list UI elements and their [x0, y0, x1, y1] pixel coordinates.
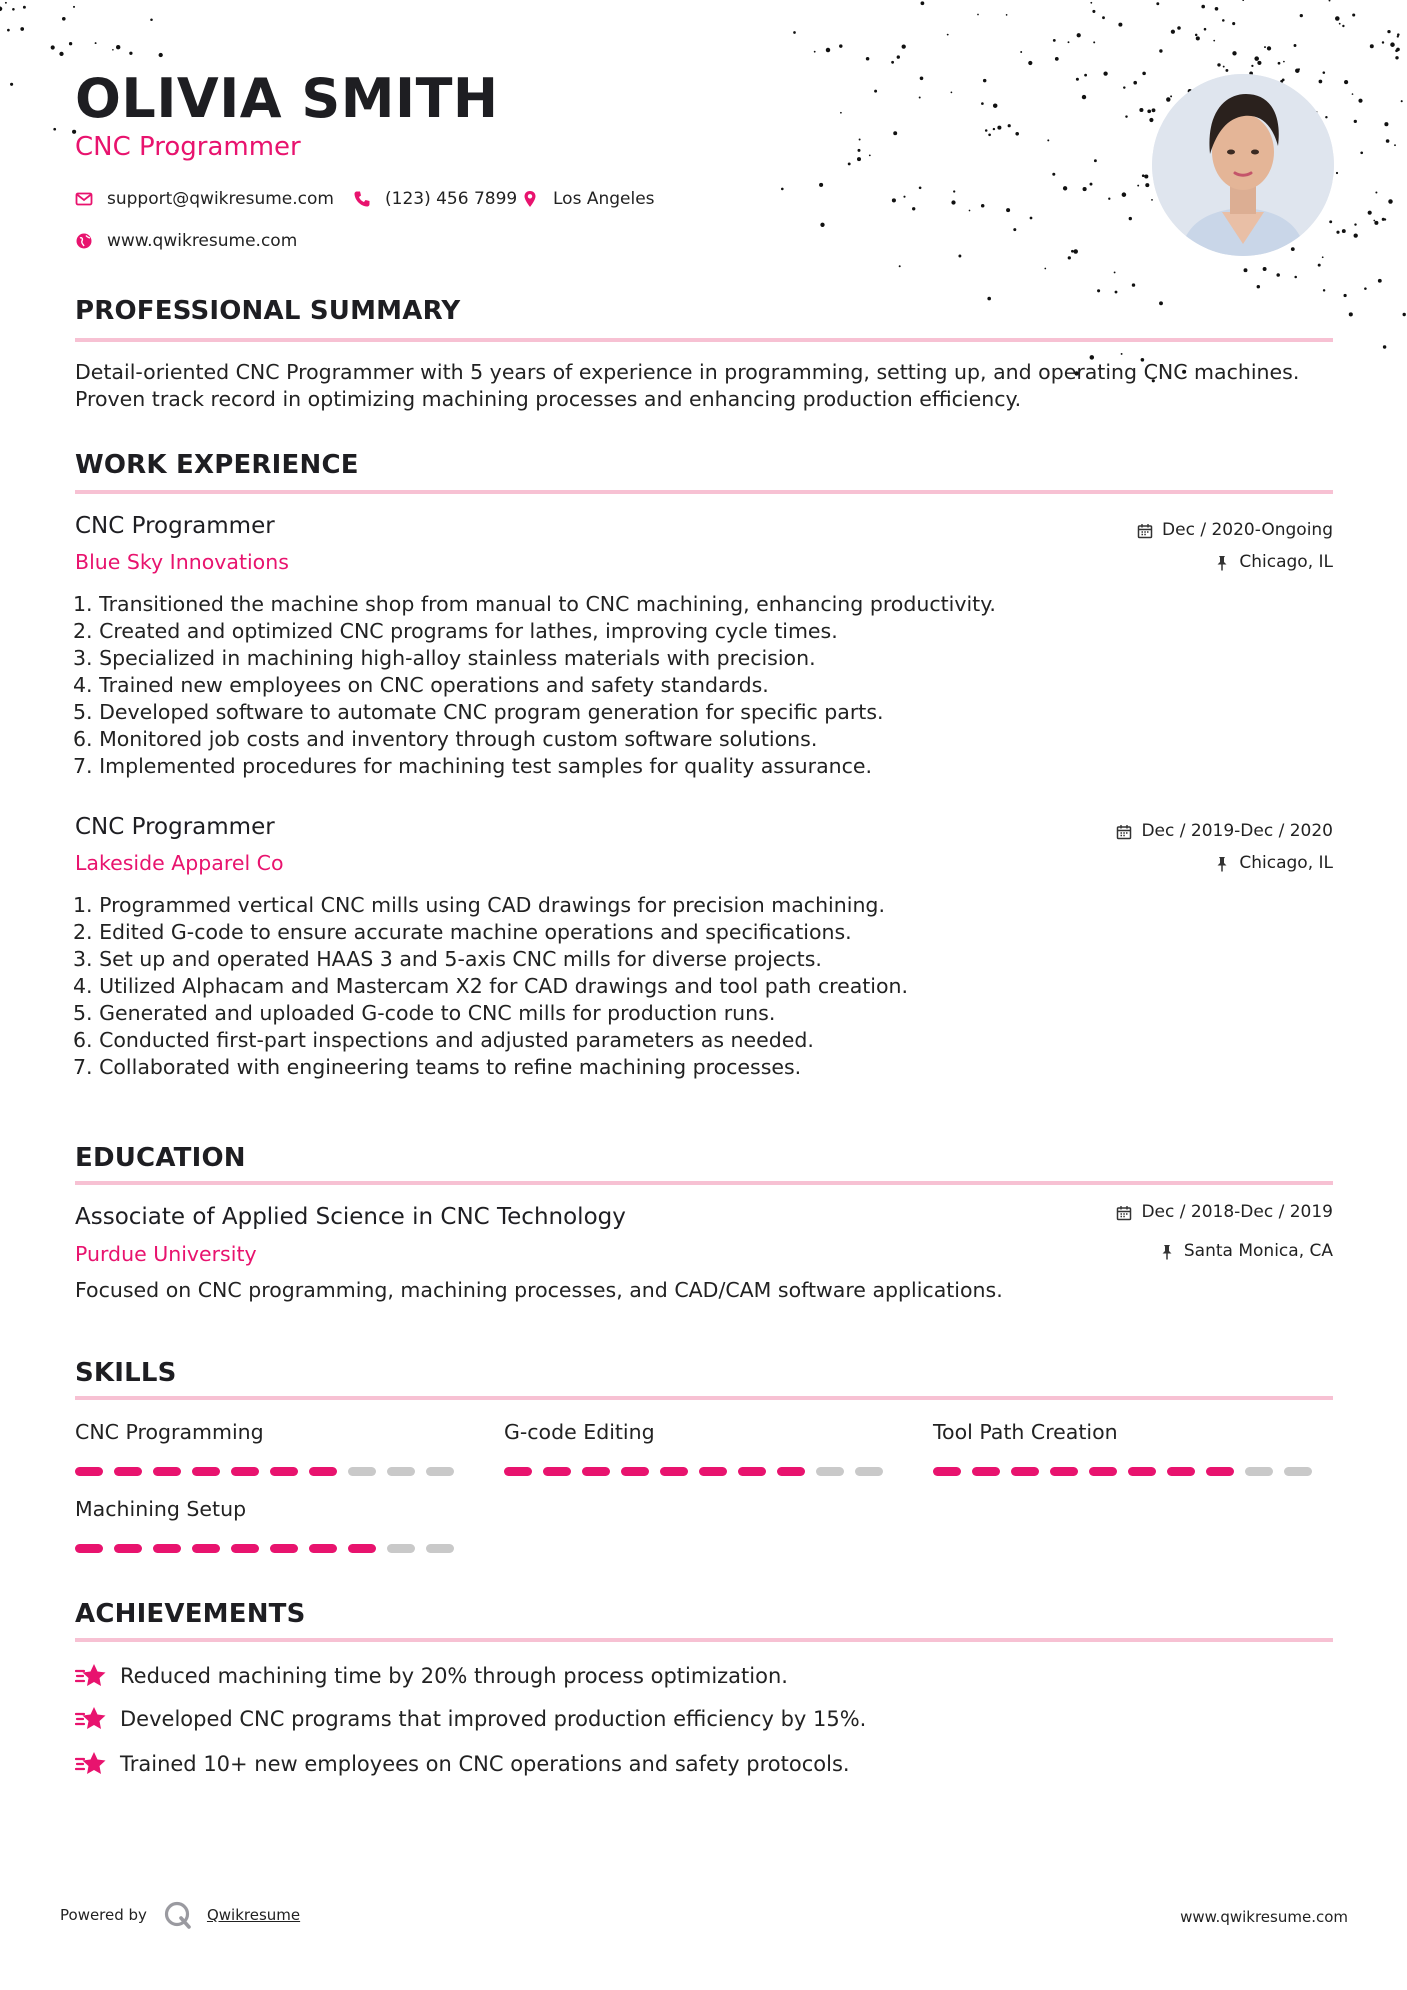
skill-level-segment	[660, 1467, 688, 1476]
list-item: 6. Monitored job costs and inventory through custom software solutions.	[73, 727, 818, 751]
skill-level-segment	[582, 1467, 610, 1476]
achievement-text: Developed CNC programs that improved production efficiency by 15%.	[120, 1706, 867, 1731]
job-title: CNC Programmer	[75, 814, 275, 840]
summary-line: Detail-oriented CNC Programmer with 5 years of experience in programming, setting up, and operating CNC machines.	[75, 360, 1300, 384]
skill-level-segment	[231, 1544, 259, 1553]
skill-level-segment	[75, 1467, 103, 1476]
section-title-achievements: ACHIEVEMENTS	[75, 1599, 306, 1629]
job-bullets	[73, 591, 996, 780]
education-description: Focused on CNC programming, machining processes, and CAD/CAM software applications.	[75, 1278, 1003, 1302]
education-location	[1159, 1243, 1333, 1260]
summary-text	[75, 359, 1299, 413]
section-title-education: EDUCATION	[75, 1143, 246, 1173]
company-name: Lakeside Apparel Co	[75, 851, 284, 875]
skill-level-segment	[114, 1467, 142, 1476]
job-location	[1214, 855, 1333, 872]
list-item: 2. Created and optimized CNC programs for lathes, improving cycle times.	[73, 619, 838, 643]
contact-location	[521, 189, 655, 209]
skill-level-segment	[309, 1544, 337, 1553]
skill-level-segment	[192, 1544, 220, 1553]
summary-line: Proven track record in optimizing machining processes and enhancing production efficiency.	[75, 387, 1022, 411]
achievement-item	[75, 1750, 850, 1778]
skill-level-segment	[1284, 1467, 1312, 1476]
powered-by-label: Powered by	[60, 1906, 147, 1924]
contact-email[interactable]	[75, 189, 334, 209]
skill-level-segment	[933, 1467, 961, 1476]
footer-website[interactable]: www.qwikresume.com	[1180, 1908, 1348, 1926]
company-name: Blue Sky Innovations	[75, 550, 289, 574]
job-dates	[1137, 522, 1333, 539]
school-name: Purdue University	[75, 1242, 257, 1266]
skill-level-segment	[855, 1467, 883, 1476]
phone-icon	[353, 190, 371, 208]
website-text: www.qwikresume.com	[107, 231, 298, 251]
skill-level-bar	[75, 1467, 465, 1476]
skill-level-bar	[933, 1467, 1323, 1476]
location-text: Chicago, IL	[1239, 853, 1333, 873]
phone-text: (123) 456 7899	[385, 189, 518, 209]
job-bullets	[73, 892, 908, 1081]
list-item: 5. Generated and uploaded G-code to CNC mills for production runs.	[73, 1001, 776, 1025]
skill-level-segment	[387, 1544, 415, 1553]
skill-level-segment	[543, 1467, 571, 1476]
skill-level-bar	[504, 1467, 894, 1476]
pushpin-icon	[1214, 555, 1230, 571]
skill-level-segment	[387, 1467, 415, 1476]
location-text: Chicago, IL	[1239, 552, 1333, 572]
calendar-icon	[1137, 523, 1153, 539]
achievement-text: Trained 10+ new employees on CNC operations and safety protocols.	[120, 1751, 850, 1776]
skill-level-bar	[75, 1544, 465, 1553]
skill-level-segment	[699, 1467, 727, 1476]
section-title-summary: PROFESSIONAL SUMMARY	[75, 296, 461, 326]
dates-text: Dec / 2019-Dec / 2020	[1141, 821, 1333, 841]
star-burst-icon	[75, 1705, 107, 1733]
degree-title: Associate of Applied Science in CNC Technology	[75, 1204, 626, 1230]
section-title-skills: SKILLS	[75, 1358, 177, 1388]
skill-level-segment	[1128, 1467, 1156, 1476]
skill-level-segment	[738, 1467, 766, 1476]
skill-level-segment	[153, 1467, 181, 1476]
pushpin-icon	[1214, 856, 1230, 872]
candidate-name: OLIVIA SMITH	[75, 67, 499, 130]
skill-level-segment	[426, 1544, 454, 1553]
envelope-icon	[75, 190, 93, 208]
skill-level-segment	[1050, 1467, 1078, 1476]
section-divider	[75, 1181, 1333, 1185]
job-location	[1214, 554, 1333, 571]
skill-level-segment	[309, 1467, 337, 1476]
achievement-item	[75, 1662, 788, 1690]
list-item: 4. Utilized Alphacam and Mastercam X2 for CAD drawings and tool path creation.	[73, 974, 909, 998]
contact-website[interactable]	[75, 231, 297, 251]
skill-level-segment	[1089, 1467, 1117, 1476]
achievement-item	[75, 1705, 866, 1733]
section-divider	[75, 338, 1333, 342]
skill-level-segment	[816, 1467, 844, 1476]
profile-photo	[1152, 74, 1334, 256]
skill-name: Tool Path Creation	[933, 1420, 1118, 1444]
skill-level-segment	[270, 1544, 298, 1553]
job-dates	[1116, 823, 1333, 840]
powered-by	[60, 1900, 300, 1930]
calendar-icon	[1116, 1205, 1132, 1221]
brand-link[interactable]: Qwikresume	[206, 1906, 301, 1924]
skill-level-segment	[777, 1467, 805, 1476]
candidate-title: CNC Programmer	[75, 132, 301, 162]
list-item: 6. Conducted first-part inspections and adjusted parameters as needed.	[73, 1028, 814, 1052]
skill-level-segment	[426, 1467, 454, 1476]
skill-level-segment	[1011, 1467, 1039, 1476]
skill-level-segment	[504, 1467, 532, 1476]
list-item: 3. Set up and operated HAAS 3 and 5-axis CNC mills for diverse projects.	[73, 947, 822, 971]
section-divider	[75, 490, 1333, 494]
skill-level-segment	[153, 1544, 181, 1553]
section-divider	[75, 1638, 1333, 1642]
skill-level-segment	[192, 1467, 220, 1476]
pushpin-icon	[1159, 1244, 1175, 1260]
skill-level-segment	[972, 1467, 1000, 1476]
skill-level-segment	[270, 1467, 298, 1476]
skill-level-segment	[1245, 1467, 1273, 1476]
star-burst-icon	[75, 1662, 107, 1690]
skill-level-segment	[348, 1544, 376, 1553]
skill-level-segment	[1167, 1467, 1195, 1476]
list-item: 1. Programmed vertical CNC mills using CAD drawings for precision machining.	[73, 893, 885, 917]
skill-level-segment	[1206, 1467, 1234, 1476]
education-dates	[1116, 1204, 1333, 1221]
skill-name: Machining Setup	[75, 1497, 247, 1521]
skill-level-segment	[621, 1467, 649, 1476]
job-title: CNC Programmer	[75, 513, 275, 539]
skill-level-segment	[114, 1544, 142, 1553]
location-text: Los Angeles	[553, 189, 655, 209]
list-item: 7. Implemented procedures for machining test samples for quality assurance.	[73, 754, 873, 778]
achievement-text: Reduced machining time by 20% through process optimization.	[120, 1663, 788, 1688]
skill-level-segment	[75, 1544, 103, 1553]
section-title-experience: WORK EXPERIENCE	[75, 450, 359, 480]
list-item: 3. Specialized in machining high-alloy stainless materials with precision.	[73, 646, 816, 670]
dates-text: Dec / 2018-Dec / 2019	[1141, 1202, 1333, 1222]
globe-icon	[75, 232, 93, 250]
contact-phone[interactable]	[353, 189, 517, 209]
qwikresume-logo-icon	[163, 1900, 193, 1930]
list-item: 7. Collaborated with engineering teams to refine machining processes.	[73, 1055, 802, 1079]
calendar-icon	[1116, 824, 1132, 840]
dates-text: Dec / 2020-Ongoing	[1162, 520, 1333, 540]
location-text: Santa Monica, CA	[1183, 1241, 1333, 1261]
skill-level-segment	[348, 1467, 376, 1476]
list-item: 2. Edited G-code to ensure accurate machine operations and specifications.	[73, 920, 852, 944]
section-divider	[75, 1396, 1333, 1400]
skill-level-segment	[231, 1467, 259, 1476]
list-item: 4. Trained new employees on CNC operations and safety standards.	[73, 673, 769, 697]
skill-name: CNC Programming	[75, 1420, 264, 1444]
list-item: 1. Transitioned the machine shop from manual to CNC machining, enhancing productivity.	[73, 592, 996, 616]
star-burst-icon	[75, 1750, 107, 1778]
email-text: support@qwikresume.com	[107, 189, 334, 209]
skill-name: G-code Editing	[504, 1420, 655, 1444]
list-item: 5. Developed software to automate CNC program generation for specific parts.	[73, 700, 884, 724]
map-pin-icon	[521, 190, 539, 208]
